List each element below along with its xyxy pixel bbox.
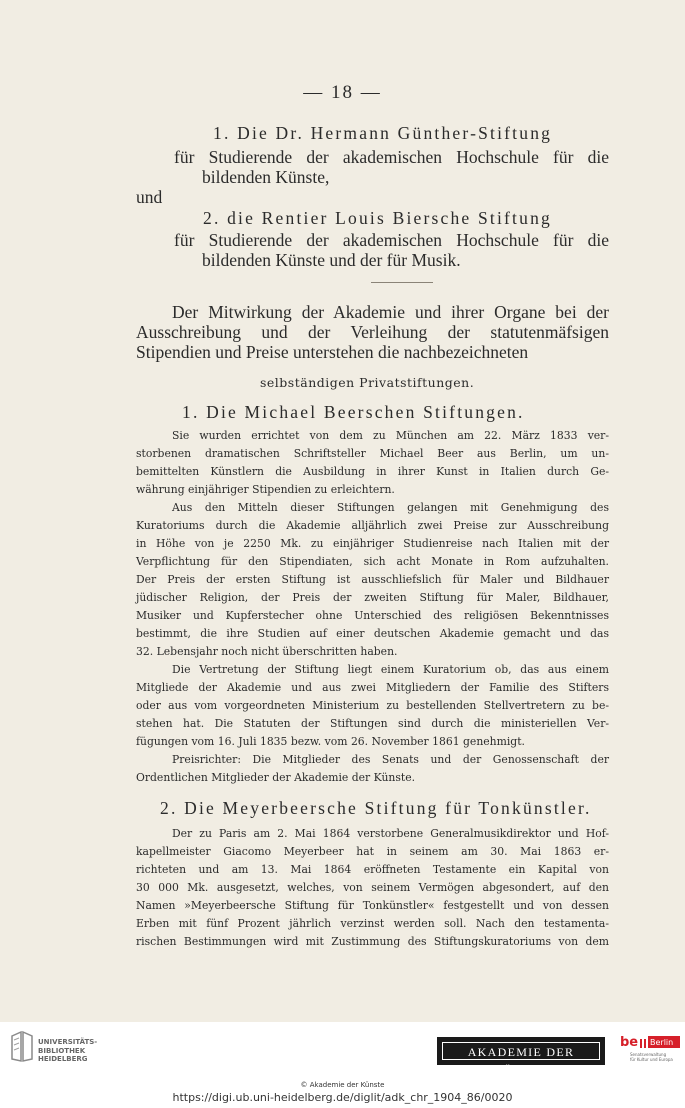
text-line: bildenden Künste, xyxy=(202,167,330,187)
akademie-der-kuenste-logo[interactable]: AKADEMIE DER KÜNSTE xyxy=(437,1037,605,1065)
text-line: Ordentlichen Mitglieder der Akademie der Künste. xyxy=(136,771,416,784)
svg-text:be: be xyxy=(620,1035,639,1050)
ub-heidelberg-label[interactable]: UNIVERSITÄTS- BIBLIOTHEK HEIDELBERG xyxy=(38,1038,98,1063)
copyright-text: © Akademie der Künste xyxy=(300,1081,385,1089)
ub-heidelberg-logo-icon[interactable] xyxy=(10,1030,34,1068)
page-number: — 18 — xyxy=(303,82,382,103)
text-line: Verpflichtung für den Stipendiaten, sich acht Monate in Rom aufzuhalten. xyxy=(136,555,609,568)
heading-biersche-stiftung: 2. die Rentier Louis Biersche Stiftung xyxy=(203,208,552,228)
text-line: richteten und am 13. Mai 1864 eröffneten Testamente ein Kapital von xyxy=(136,863,609,876)
divider xyxy=(371,282,433,283)
text-line: storbenen dramatischen Schriftsteller Michael Beer aus Berlin, um un- xyxy=(136,447,609,460)
text-line: stehen hat. Die Statuten der Stiftungen sind durch die ministeriellen Ver- xyxy=(136,717,609,730)
text-line: Der zu Paris am 2. Mai 1864 verstorbene Generalmusikdirektor und Hof- xyxy=(172,827,609,840)
svg-text:Berlin: Berlin xyxy=(650,1038,674,1047)
heading-beersche-stiftungen: 1. Die Michael Beerschen Stiftungen. xyxy=(182,402,525,422)
text-line-und: und xyxy=(136,187,163,207)
text-line: kapellmeister Giacomo Meyerbeer hat in seinem am 30. Mai 1863 er- xyxy=(136,845,609,858)
text-line: Preisrichter: Die Mitglieder des Senats und der Genossenschaft der xyxy=(172,753,609,766)
text-line: oder aus vom vorgeordneten Ministerium zu bestellenden Stellvertretern zu be- xyxy=(136,699,609,712)
text-line: Sie wurden errichtet von dem zu München am 22. März 1833 ver- xyxy=(172,429,609,442)
text-line: 30 000 Mk. ausgesetzt, welches, von seinem Vermögen abgesondert, auf den xyxy=(136,881,609,894)
text-line: für Studierende der akademischen Hochschule für die xyxy=(174,147,609,167)
permalink-url[interactable]: https://digi.ub.uni-heidelberg.de/diglit/adk_chr_1904_86/0020 xyxy=(172,1091,513,1104)
text-line: währung einjähriger Stipendien zu erleichtern. xyxy=(136,483,395,496)
text-line: in Höhe von je 2250 Mk. zu einjähriger Studienreise nach Italien mit der xyxy=(136,537,609,550)
text-line: Mitgliede der Akademie und aus zwei Mitgliedern der Familie des Stifters xyxy=(136,681,609,694)
section-title: selbständigen Privatstiftungen. xyxy=(260,375,475,390)
text-line: fügungen vom 16. Juli 1835 bezw. vom 26. November 1861 genehmigt. xyxy=(136,735,525,748)
text-line: bildenden Künste und der für Musik. xyxy=(202,250,461,270)
text-line: Musiker und Kupferstecher ohne Unterschied des religiösen Bekenntnisses xyxy=(136,609,609,622)
text-line: Kuratoriums durch die Akademie alljährlich zwei Preise zur Ausschreibung xyxy=(136,519,609,532)
text-line: Namen »Meyerbeersche Stiftung für Tonkünstler« festgestellt und von dessen xyxy=(136,899,609,912)
text-line: bemittelten Künstlern die Ausbildung in ihrer Kunst in Italien durch Ge- xyxy=(136,465,609,478)
heading-guenther-stiftung: 1. Die Dr. Hermann Günther-Stiftung xyxy=(213,123,553,143)
text-line: Aus den Mitteln dieser Stiftungen gelangen mit Genehmigung des xyxy=(172,501,609,514)
text-line: 32. Lebensjahr noch nicht überschritten haben. xyxy=(136,645,398,658)
text-line: Ausschreibung und der Verleihung der statutenmäfsigen xyxy=(136,322,609,342)
text-line: Der Mitwirkung der Akademie und ihrer Organe bei der xyxy=(172,302,609,322)
text-line: Der Preis der ersten Stiftung ist ausschliefslich für Maler und Bildhauer xyxy=(136,573,609,586)
text-line: jüdischer Religion, der Preis der zweiten Stiftung für Maler, Bildhauer, xyxy=(136,591,609,604)
text-line: Erben mit fünf Prozent jährlich verzinst werden soll. Nach den testamenta- xyxy=(136,917,609,930)
text-line: Stipendien und Preise unterstehen die nachbezeichneten xyxy=(136,342,529,362)
text-line: bestimmt, die ihre Studien auf einer deutschen Akademie gemacht und das xyxy=(136,627,609,640)
text-line: rischen Bestimmungen wird mit Zustimmung des Stiftungskuratoriums von dem xyxy=(136,935,609,948)
text-line: für Studierende der akademischen Hochschule für die xyxy=(174,230,609,250)
text-line: Die Vertretung der Stiftung liegt einem Kuratorium ob, das aus einem xyxy=(172,663,609,676)
heading-meyerbeersche-stiftung: 2. Die Meyerbeersche Stiftung für Tonkünstler. xyxy=(160,798,592,818)
be-berlin-subtitle: Senatsverwaltung für Kultur und Europa xyxy=(630,1052,673,1062)
